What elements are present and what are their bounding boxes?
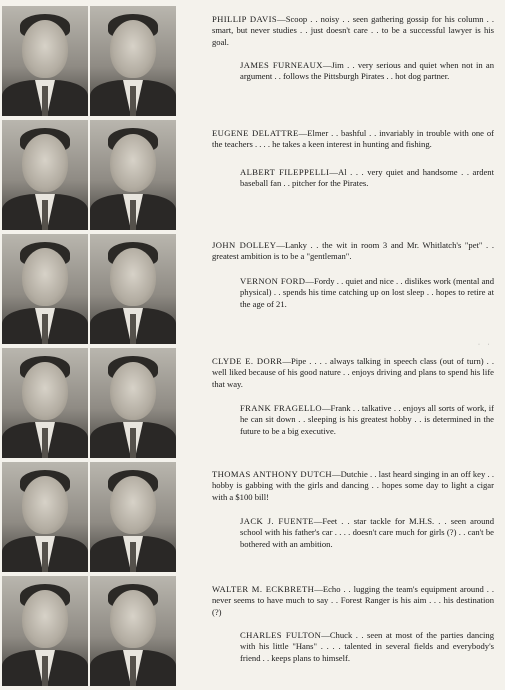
print-speckle: · · <box>478 342 493 348</box>
photo-james-furneaux <box>90 6 176 116</box>
bio-entry <box>212 128 494 151</box>
photo-charles-fulton <box>90 576 176 686</box>
student-bio: —Scoop . . noisy . . seen gathering gossip for his column . . smart, but never studies . . just doesn't care . . to be a successful lawyer is his goal. <box>212 14 494 47</box>
photo-walter-eckbreth <box>2 576 88 686</box>
student-name: VERNON FORD <box>240 276 306 286</box>
photo-jack-fuente <box>90 462 176 572</box>
student-name: JAMES FURNEAUX <box>240 60 323 70</box>
bio-entry <box>212 240 494 263</box>
student-bio: —Jim . . very serious and quiet when not in an argument . . follows the Pittsburgh Pirates . . hot dog partner. <box>240 60 495 82</box>
bio-entry <box>240 60 494 83</box>
photo-albert-filepelli <box>90 120 176 230</box>
bio-entry <box>240 630 494 664</box>
student-bio: —Lanky . . the wit in room 3 and Mr. Whitlatch's "pet" . . greatest ambition is to be a "gentleman". <box>212 240 494 262</box>
student-bio: —Echo . . lugging the team's equipment around . . never seems to have much to say . . Forest Ranger is his aim . . . his destination (?) <box>212 584 494 617</box>
photo-phillip-davis <box>2 6 88 116</box>
bio-entry <box>212 469 494 503</box>
bio-entry <box>240 167 494 190</box>
student-name: ALBERT FILEPPELLI <box>240 167 330 177</box>
bio-entry <box>212 14 494 48</box>
student-name: EUGENE DELATTRE <box>212 128 299 138</box>
student-bio: —Chuck . . seen at most of the parties dancing with his little "Hans" . . . . talented in several fields and everybody's friend . . keeps plans to himself. <box>240 630 494 663</box>
photo-vernon-ford <box>90 234 176 344</box>
student-name: JOHN DOLLEY <box>212 240 277 250</box>
student-name: WALTER M. ECKBRETH <box>212 584 315 594</box>
student-name: CLYDE E. DORR <box>212 356 283 366</box>
photo-thomas-dutch <box>2 462 88 572</box>
student-bio: —Frank . . talkative . . enjoys all sorts of work, if he can sit down . . sleeping is his greatest hobby . . is determined in the future to be a big executive. <box>240 403 494 436</box>
bio-entry <box>212 356 494 390</box>
student-bio: —Elmer . . bashful . . invariably in trouble with one of the teachers . . . . he takes a keen interest in hunting and fishing. <box>212 128 494 150</box>
photo-eugene-delattre <box>2 120 88 230</box>
student-bio: —Feet . . star tackle for M.H.S. . . seen around school with his father's car . . . . doesn't care much for girls (?) . . can't be bothered with an ambition. <box>240 516 494 549</box>
photo-frank-fragello <box>90 348 176 458</box>
photo-john-dolley <box>2 234 88 344</box>
bio-entry <box>240 516 494 550</box>
student-bio: —Dutchie . . last heard singing in an off key . . hobby is gabbing with the girls and dancing . . hopes some day to light a cigar with a $100 bill! <box>212 469 494 502</box>
student-bio: —Pipe . . . . always talking in speech class (out of turn) . . well liked because of his good nature . . enjoys driving and plans to spend his life that way. <box>212 356 494 389</box>
student-name: FRANK FRAGELLO <box>240 403 322 413</box>
bio-entry <box>212 584 494 618</box>
bio-entry <box>240 403 494 437</box>
student-bio: —Al . . . very quiet and handsome . . ardent baseball fan . . pitcher for the Pirates. <box>240 167 494 189</box>
photo-clyde-dorr <box>2 348 88 458</box>
bio-entry <box>240 276 494 310</box>
student-name: PHILLIP DAVIS <box>212 14 278 24</box>
student-bio: —Fordy . . quiet and nice . . dislikes work (mental and physical) . . spends his time catching up on lost sleep . . hopes to retire at the age of 21. <box>240 276 494 309</box>
student-name: JACK J. FUENTE <box>240 516 314 526</box>
student-name: CHARLES FULTON <box>240 630 322 640</box>
photo-column <box>0 0 178 690</box>
student-name: THOMAS ANTHONY DUTCH <box>212 469 332 479</box>
